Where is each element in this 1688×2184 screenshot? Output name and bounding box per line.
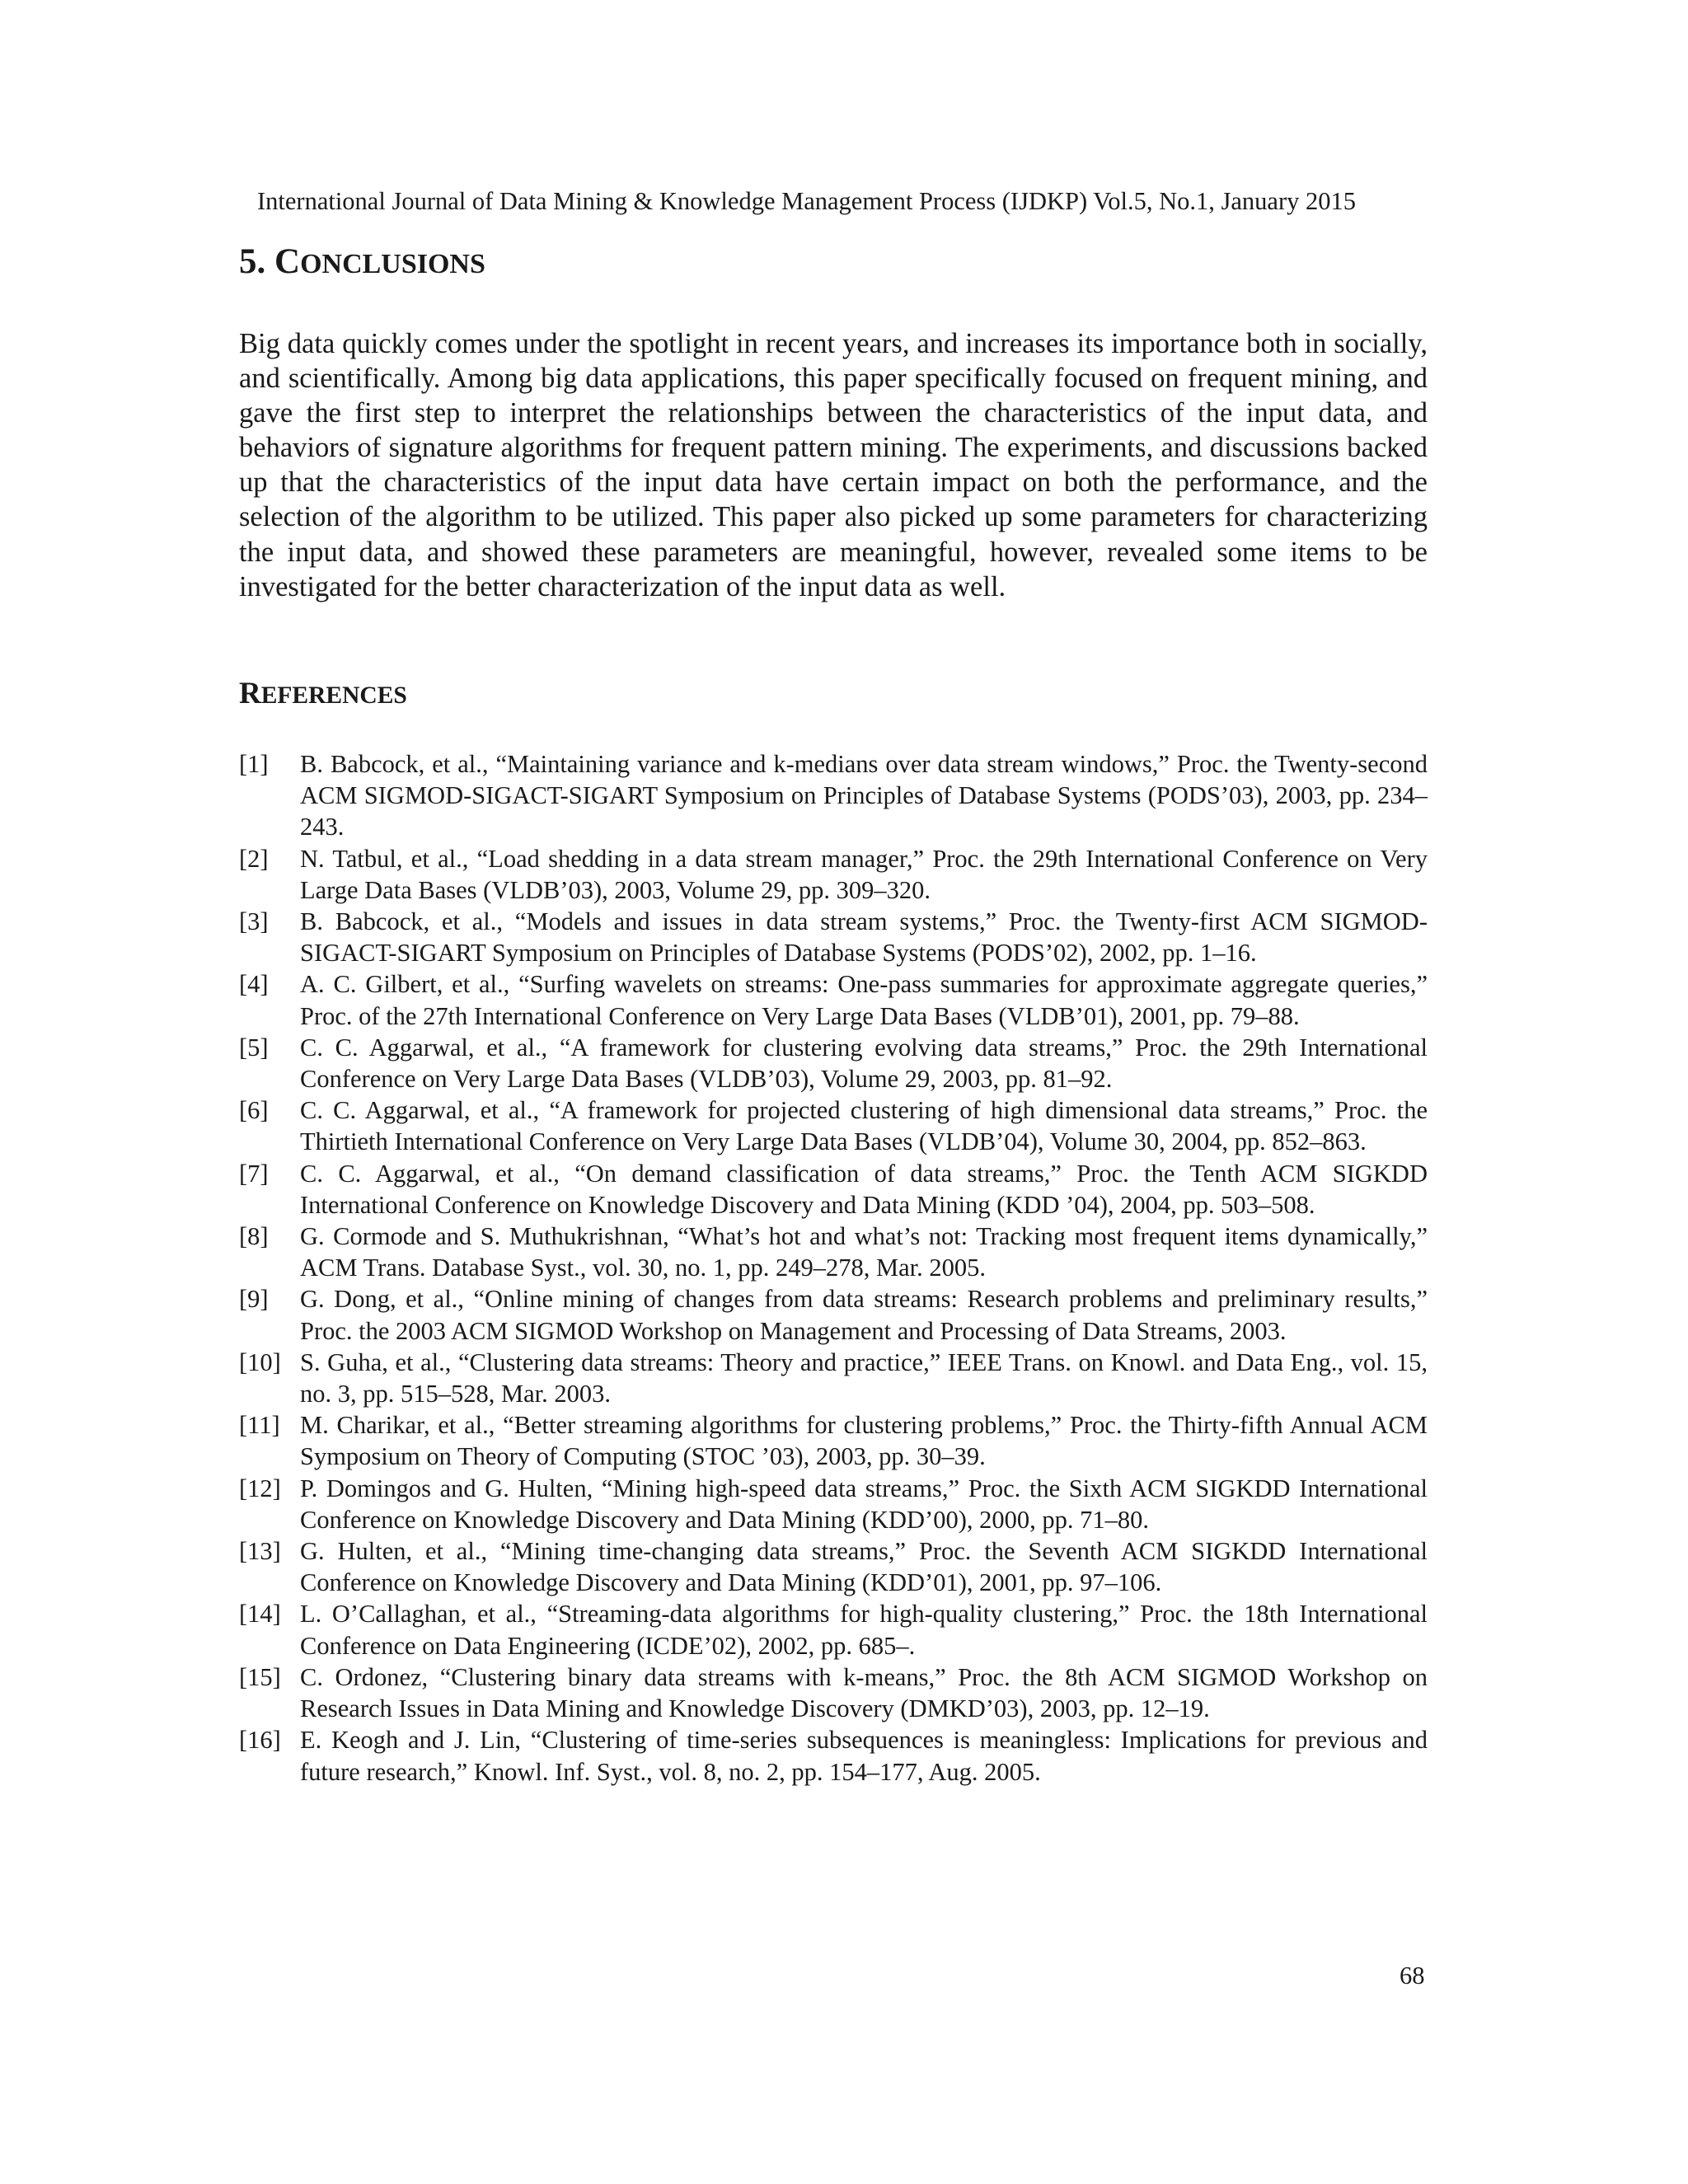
reference-number: [13] bbox=[239, 1537, 281, 1566]
reference-number: [4] bbox=[239, 970, 269, 999]
reference-number: [2] bbox=[239, 844, 269, 873]
reference-text: B. Babcock, et al., “Models and issues in data stream systems,” Proc. the Twenty-first ACM SIGMOD-SIGACT-SIGART Symposium on Principles of Database Systems (PODS’02), 2002, pp. 1–16. bbox=[300, 907, 1428, 968]
reference-item bbox=[239, 1158, 1428, 1221]
reference-item bbox=[239, 1094, 1428, 1157]
reference-text: G. Cormode and S. Muthukrishnan, “What’s hot and what’s not: Tracking most frequent items dynamically,” ACM Trans. Database Syst., vol. 30, no. 1, pp. 249–278, Mar. 2005. bbox=[300, 1222, 1428, 1282]
reference-text: B. Babcock, et al., “Maintaining variance and k-medians over data stream windows,” Proc. the Twenty-second ACM SIGMOD-SIGACT-SIGART Symposium on Principles of Database Systems (PODS’03), 2003, pp. 234–243. bbox=[300, 750, 1428, 841]
reference-text: G. Dong, et al., “Online mining of changes from data streams: Research problems and preliminary results,” Proc. the 2003 ACM SIGMOD Workshop on Management and Processing of Data Streams, 2003. bbox=[300, 1285, 1428, 1345]
references-heading-rest: EFERENCES bbox=[260, 682, 407, 709]
reference-number: [15] bbox=[239, 1662, 281, 1691]
reference-number: [8] bbox=[239, 1222, 269, 1251]
reference-number: [3] bbox=[239, 907, 269, 936]
reference-number: [16] bbox=[239, 1726, 281, 1755]
reference-text: P. Domingos and G. Hulten, “Mining high-speed data streams,” Proc. the Sixth ACM SIGKDD International Conference on Knowledge Discovery and Data Mining (KDD’00), 2000, pp. 71–80. bbox=[300, 1474, 1428, 1534]
reference-number: [7] bbox=[239, 1159, 269, 1188]
reference-item bbox=[239, 1032, 1428, 1094]
references-heading-first: R bbox=[239, 677, 261, 710]
reference-number: [10] bbox=[239, 1347, 281, 1376]
reference-item bbox=[239, 968, 1428, 1031]
reference-number: [5] bbox=[239, 1033, 269, 1062]
reference-number: [12] bbox=[239, 1474, 281, 1502]
reference-text: C. Ordonez, “Clustering binary data streams with k-means,” Proc. the 8th ACM SIGMOD Workshop on Research Issues in Data Mining and Knowledge Discovery (DMKD’03), 2003, pp. 12–19. bbox=[300, 1662, 1428, 1723]
reference-text: L. O’Callaghan, et al., “Streaming-data algorithms for high-quality clustering,” Proc. the 18th International Conference on Data Engineering (ICDE’02), 2002, pp. 685–. bbox=[300, 1600, 1428, 1660]
reference-item bbox=[239, 1473, 1428, 1535]
reference-number: [6] bbox=[239, 1096, 269, 1125]
reference-text: C. C. Aggarwal, et al., “A framework for projected clustering of high dimensional data streams,” Proc. the Thirtieth International Conference on Very Large Data Bases (VLDB’04), Volume 30, 2004, pp. 852–863. bbox=[300, 1096, 1428, 1156]
page-number: 68 bbox=[1400, 1961, 1425, 1990]
reference-item bbox=[239, 1661, 1428, 1724]
reference-text: M. Charikar, et al., “Better streaming algorithms for clustering problems,” Proc. the Thirty-fifth Annual ACM Symposium on Theory of Computing (STOC ’03), 2003, pp. 30–39. bbox=[300, 1411, 1428, 1471]
reference-text: E. Keogh and J. Lin, “Clustering of time-series subsequences is meaningless: Implications for previous and future research,” Knowl. Inf. Syst., vol. 8, no. 2, pp. 154–177, Aug. 2005. bbox=[300, 1726, 1428, 1786]
reference-number: [1] bbox=[239, 750, 269, 778]
reference-number: [9] bbox=[239, 1285, 269, 1314]
reference-number: [11] bbox=[239, 1411, 280, 1440]
reference-item bbox=[239, 1724, 1428, 1787]
conclusions-heading-rest: ONCLUSIONS bbox=[300, 249, 485, 279]
reference-text: G. Hulten, et al., “Mining time-changing data streams,” Proc. the Seventh ACM SIGKDD International Conference on Knowledge Discovery and Data Mining (KDD’01), 2001, pp. 97–106. bbox=[300, 1537, 1428, 1597]
reference-item bbox=[239, 906, 1428, 968]
reference-item bbox=[239, 1535, 1428, 1598]
running-header: International Journal of Data Mining & Knowledge Management Process (IJDKP) Vol.5, No.1, January 2015 bbox=[257, 187, 1357, 215]
reference-item bbox=[239, 748, 1428, 843]
reference-list bbox=[239, 748, 1428, 1788]
reference-text: A. C. Gilbert, et al., “Surfing wavelets on streams: One-pass summaries for approximate aggregate queries,” Proc. of the 27th International Conference on Very Large Data Bases (VLDB’01), 2001, pp. 79–88. bbox=[300, 970, 1428, 1030]
reference-text: C. C. Aggarwal, et al., “A framework for clustering evolving data streams,” Proc. the 29th International Conference on Very Large Data Bases (VLDB’03), Volume 29, 2003, pp. 81–92. bbox=[300, 1033, 1428, 1094]
references-heading bbox=[239, 676, 407, 714]
reference-text: S. Guha, et al., “Clustering data streams: Theory and practice,” IEEE Trans. on Knowl. and Data Eng., vol. 15, no. 3, pp. 515–528, Mar. 2003. bbox=[300, 1347, 1428, 1408]
conclusions-heading bbox=[239, 241, 485, 286]
conclusions-heading-number: 5. C bbox=[239, 242, 301, 281]
reference-item bbox=[239, 1409, 1428, 1472]
reference-number: [14] bbox=[239, 1600, 281, 1629]
reference-item bbox=[239, 1283, 1428, 1346]
reference-item bbox=[239, 843, 1428, 906]
reference-text: C. C. Aggarwal, et al., “On demand classification of data streams,” Proc. the Tenth ACM SIGKDD International Conference on Knowledge Discovery and Data Mining (KDD ’04), 2004, pp. 503–508. bbox=[300, 1159, 1428, 1219]
reference-item bbox=[239, 1598, 1428, 1661]
reference-text: N. Tatbul, et al., “Load shedding in a data stream manager,” Proc. the 29th International Conference on Very Large Data Bases (VLDB’03), 2003, Volume 29, pp. 309–320. bbox=[300, 844, 1428, 904]
conclusions-paragraph: Big data quickly comes under the spotlight in recent years, and increases its importance both in socially, and scientifically. Among big data applications, this paper specifically focused on frequent mining, and gave the first step to interpret the relationships between the characteristics of the input data, and behaviors of signature algorithms for frequent pattern mining. The experiments, and discussions backed up that the characteristics of the input data have certain impact on both the performance, and the selection of the algorithm to be utilized. This paper also picked up some parameters for characterizing the input data, and showed these parameters are meaningful, however, revealed some items to be investigated for the better characterization of the input data as well. bbox=[239, 328, 1428, 602]
reference-item bbox=[239, 1221, 1428, 1283]
reference-item bbox=[239, 1347, 1428, 1409]
